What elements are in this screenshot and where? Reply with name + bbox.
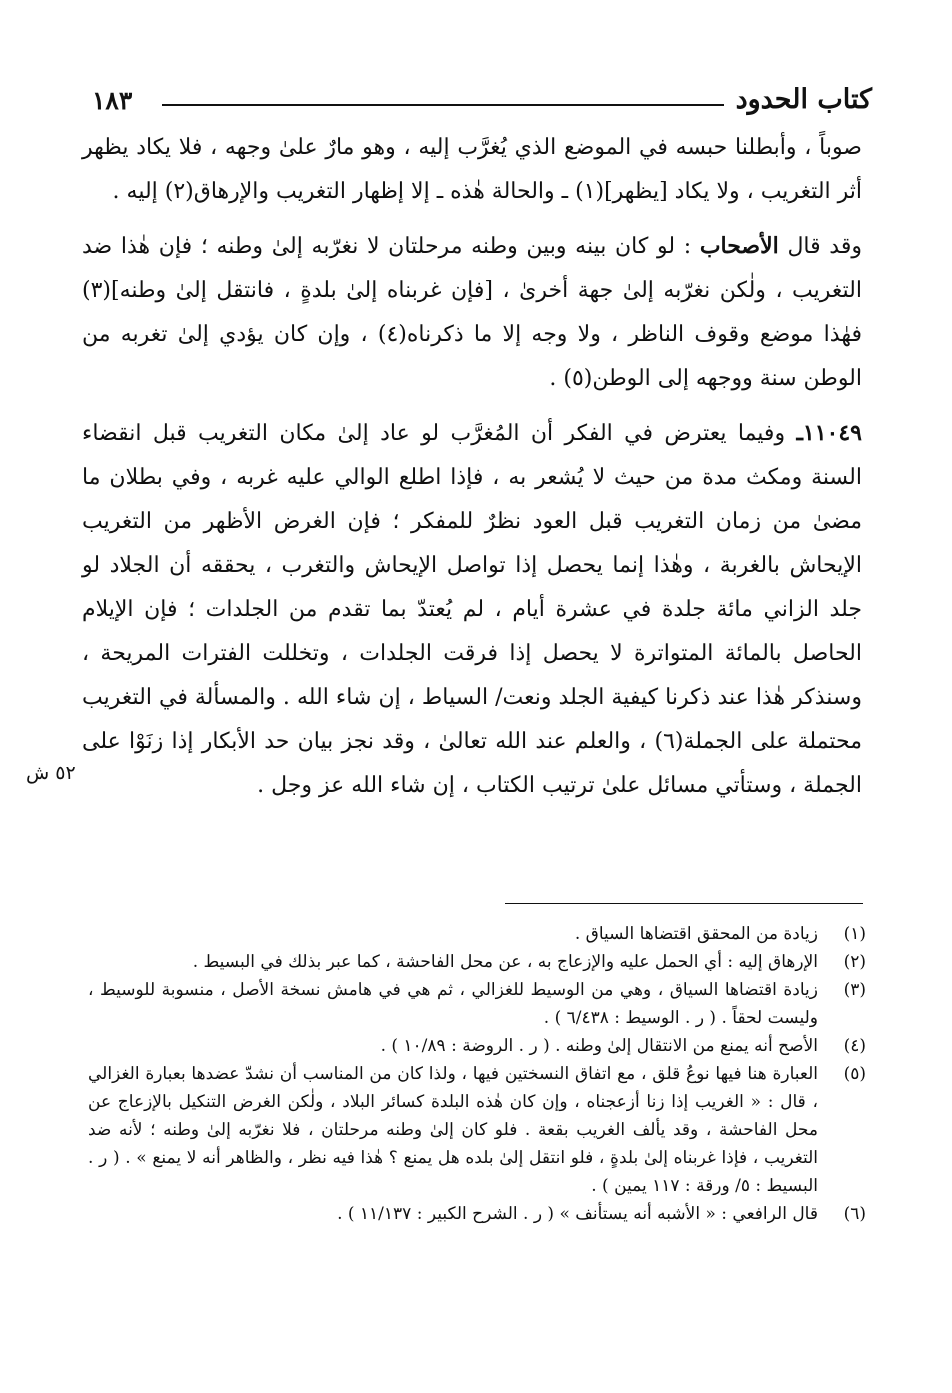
section-number: ١١٠٤٩ـ (796, 420, 862, 446)
footnote-number: (٢) (843, 952, 866, 972)
paragraph: ١١٠٤٩ـ وفيما يعترض في الفكر أن المُغرَّب لو عاد إلىٰ مكان التغريب قبل انقضاء السنة ومكث مدة من حيث لا يُشعر به ، فإذا اطلع الوالي عليه غربه ، وفي بطلان ما مضىٰ من زمان التغريب قبل العود نظرٌ للمفكر ؛ فإن الغرض الأظهر من التغريب الإيحاش بالغربة ، وهٰذا إنما يحصل إذا تواصل الإيحاش والتغرب ، يحققه أن الجلاد لو جلد الزاني مائة جلدة في عشرة أيام ، لم يُعتدّ بما تقدم من الجلدات ؛ فإن الإيلام الحاصل بالمائة المتواترة لا يحصل إذا فرقت الجلدات ، وتخللت الفترات المريحة ، وسنذكر هٰذا عند ذكرنا كيفية الجلد ونعت/ السياط ، إن شاء الله . والمسألة في التغريب محتملة على الجملة(٦) ، والعلم عند الله تعالىٰ ، وقد نجز بيان حد الأبكار إذا زنَوْا على الجملة ، وستأتي مسائل علىٰ ترتيب الكتاب ، إن شاء الله عز وجل . (82, 420, 862, 798)
footnote (88, 1200, 866, 1228)
footnote (88, 976, 866, 1032)
footnote-separator (505, 903, 863, 904)
footnote-text: العبارة هنا فيها نوعُ قلق ، مع اتفاق النسختين فيها ، ولذا كان من المناسب أن نشدّ عضدها بعبارة الغزالي ، قال : « الغريب إذا زنا أزعجناه ، وإن كان هٰذه البلدة كسائر البلاد ، ولٰكن الغرض التنكيل بالإزعاج عن محل الفاحشة ، وقد يألف الغريب بقعة . فلو كان إلىٰ وطنه مرحلتان ، فلا نغرّبه إلىٰ وطنه ؛ لأنه ضد التغريب ، فإذا غربناه إلىٰ بلدةٍ ، فلو انتقل إلىٰ بلده هل يمنع ؟ هٰذا فيه نظر ، والظاهر أنه لا يمنع » . ( ر . البسيط : ٥/ ورقة : ١١٧ يمين ) . (88, 1064, 818, 1196)
main-text (82, 126, 862, 808)
footnote (88, 1032, 866, 1060)
header-rule (162, 104, 724, 106)
footnote (88, 920, 866, 948)
paragraph: صوباً ، وأبطلنا حبسه في الموضع الذي يُغرَّب إليه ، وهو مارٌ علىٰ وجهه ، فلا يكاد يظهر أثر التغريب ، ولا يكاد [يظهر](١) ـ والحالة هٰذه ـ إلا إظهار التغريب والإرهاق(٢) إليه . (82, 135, 862, 204)
running-header (82, 84, 872, 118)
footnote-number: (٥) (843, 1064, 866, 1084)
footnote-text: الإرهاق إليه : أي الحمل عليه والإزعاج به ، عن محل الفاحشة ، كما عبر بذلك في البسيط . (192, 952, 818, 972)
footnote-number: (٦) (843, 1204, 866, 1224)
footnotes (88, 920, 866, 1228)
footnote-text: قال الرافعي : « الأشبه أنه يستأنف » ( ر . الشرح الكبير : ١١/١٣٧ ) . (337, 1204, 818, 1224)
footnote (88, 1060, 866, 1200)
footnote-number: (٣) (843, 980, 866, 1000)
footnote-text: الأصح أنه يمنع من الانتقال إلىٰ وطنه . ( ر . الروضة : ١٠/٨٩ ) . (380, 1036, 818, 1056)
paragraph: وقد قال الأصحاب : لو كان بينه وبين وطنه مرحلتان لا نغرّبه إلىٰ وطنه ؛ فإن هٰذا ضد التغريب ، ولٰكن نغرّبه إلىٰ جهة أخرىٰ ، [فإن غربناه إلىٰ بلدةٍ ، فانتقل إلىٰ وطنه](٣) فهٰذا موضع وقوف الناظر ، ولا وجه إلا ما ذكرناه(٤) ، وإن كان يؤدي إلىٰ تغربه من الوطن سنة ووجهه إلى الوطن(٥) . (82, 233, 862, 391)
footnote-text: زيادة من المحقق اقتضاها السياق . (574, 924, 818, 944)
chapter-title: كتاب الحدود (735, 84, 872, 115)
page-number: ١٨٣ (92, 86, 133, 115)
footnote-text: زيادة اقتضاها السياق ، وهي من الوسيط للغزالي ، ثم هي في هامش نسخة الأصل ، منسوبة للوسيط ، وليست لحقاً . ( ر . الوسيط : ٦/٤٣٨ ) . (88, 980, 818, 1028)
footnote-number: (٤) (843, 1036, 866, 1056)
footnote-number: (١) (843, 924, 866, 944)
footnote (88, 948, 866, 976)
bold-term: الأصحاب (699, 233, 779, 259)
manuscript-folio-note: ٥٢ ش (26, 762, 76, 784)
